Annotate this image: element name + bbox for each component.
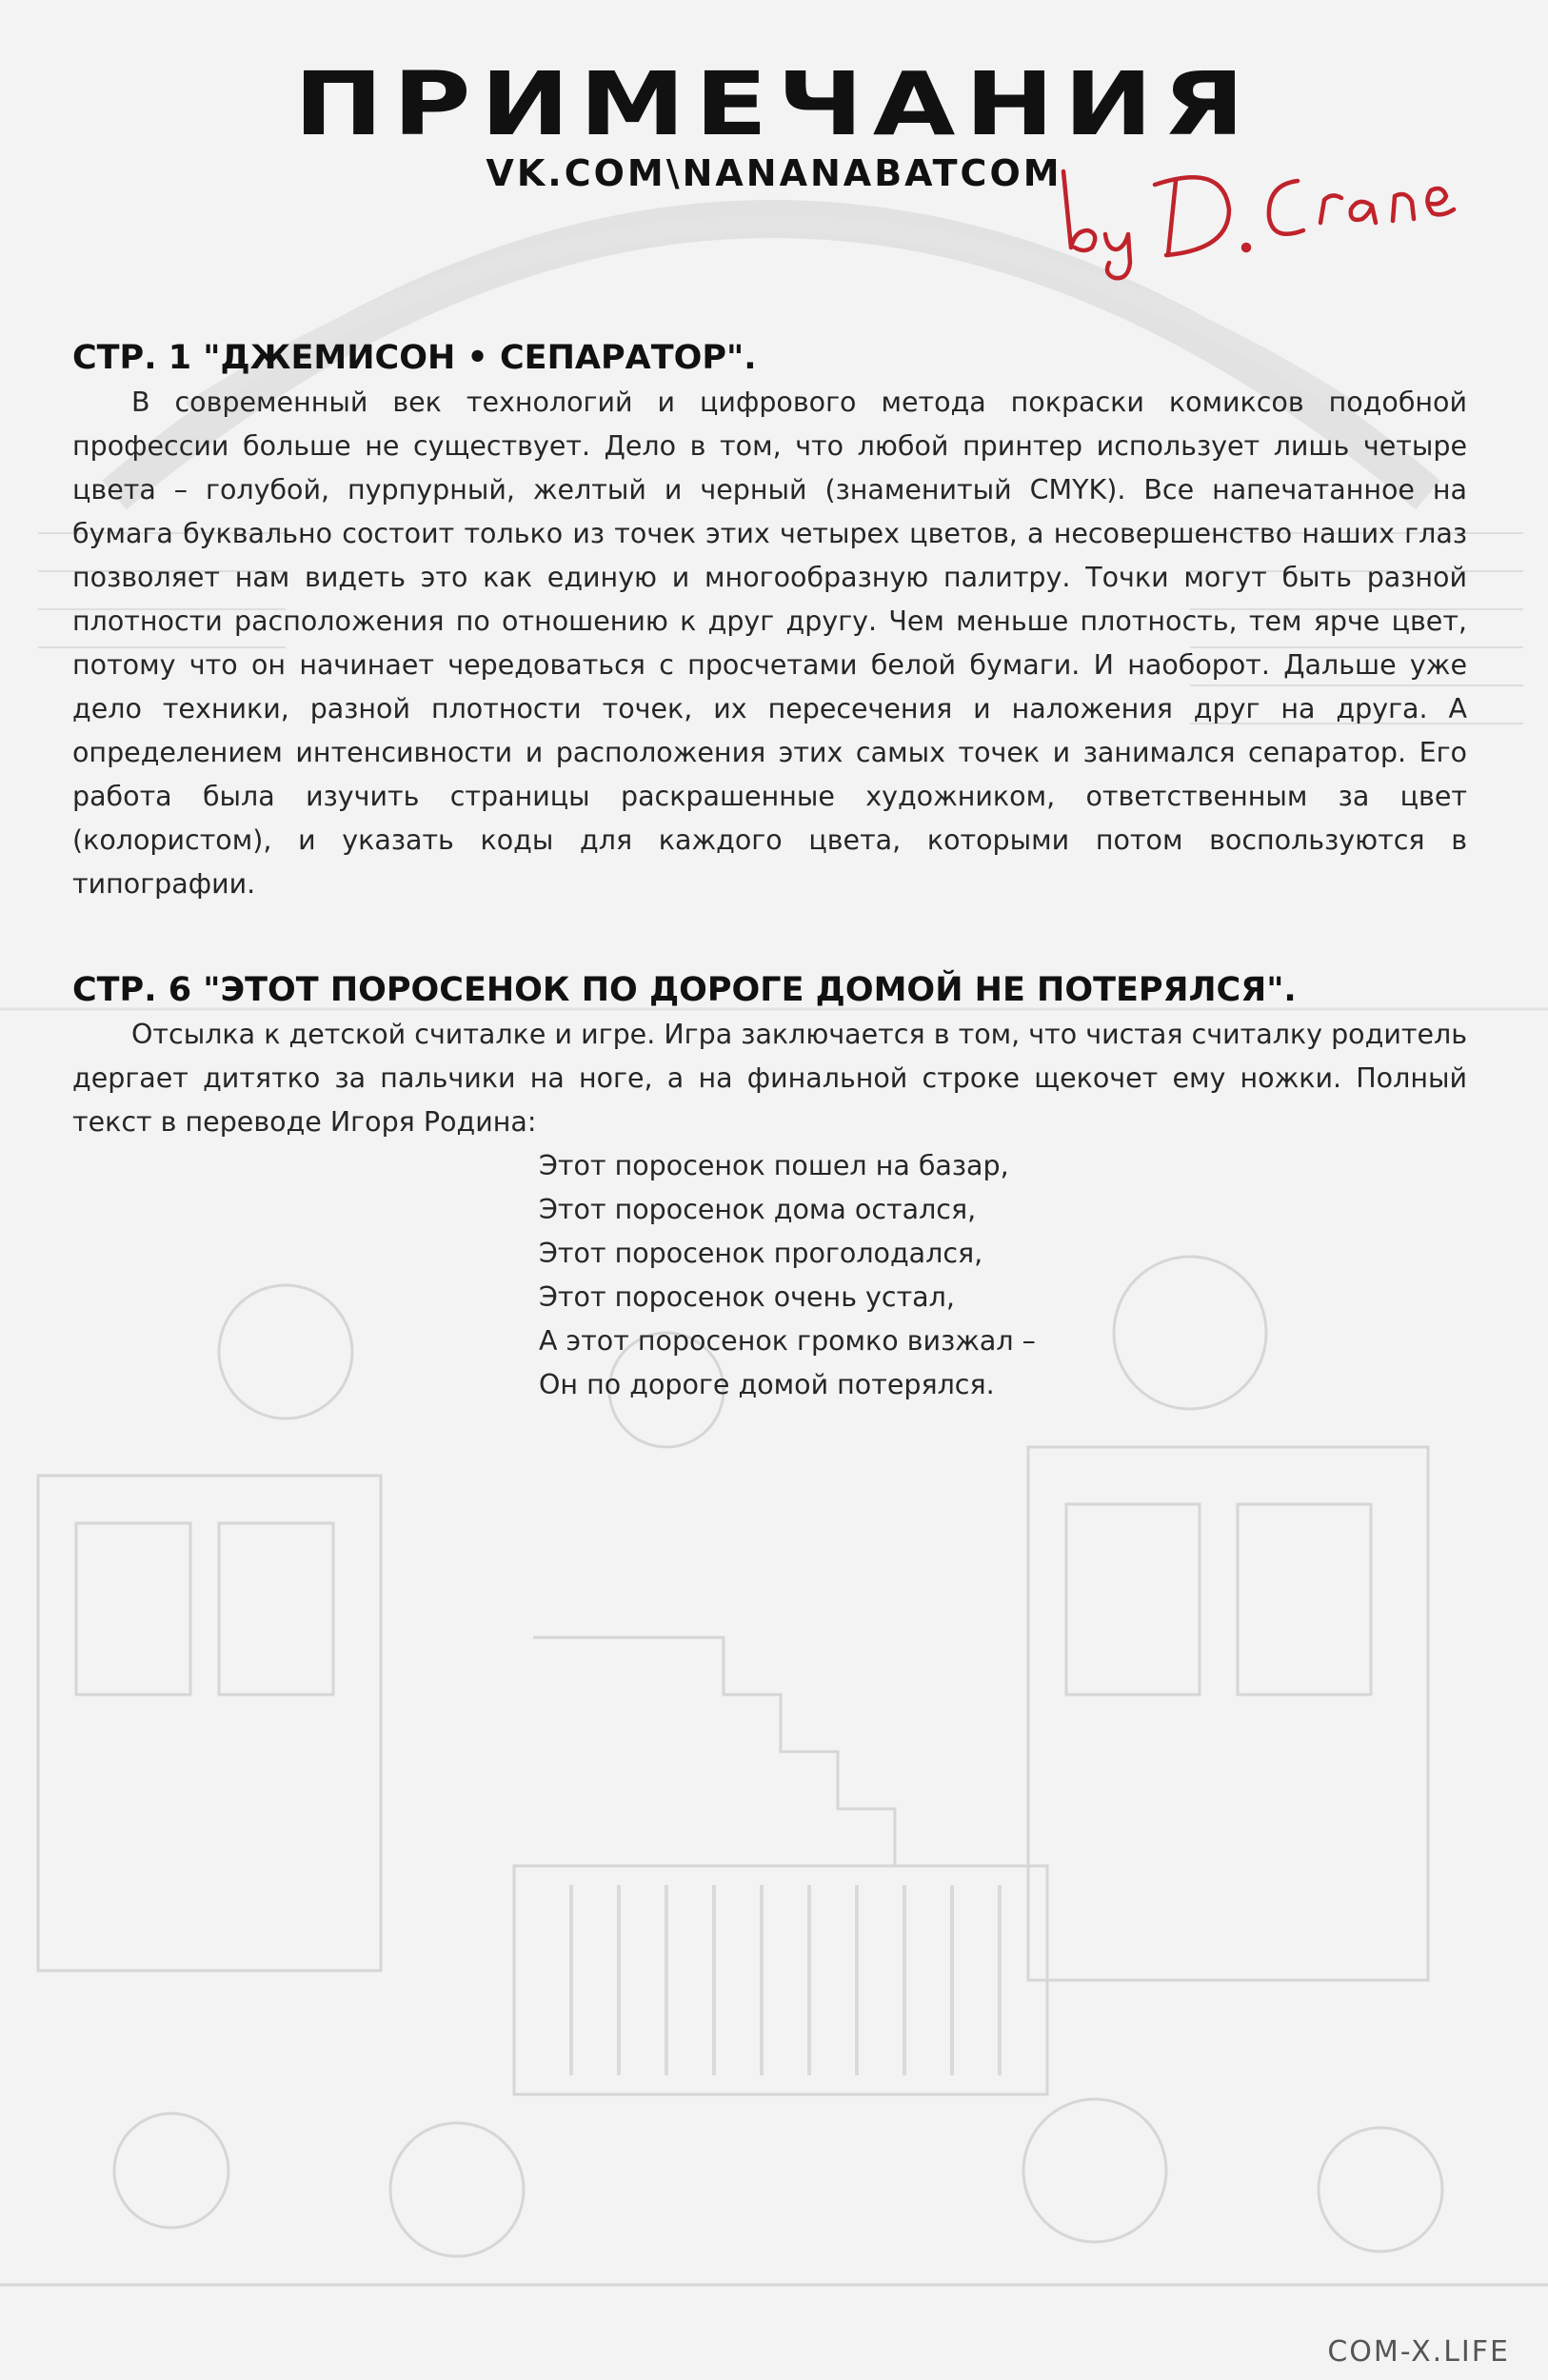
poem-line: Этот поросенок проголодался, (539, 1238, 983, 1269)
section-heading: СТР. 1 "ДЖЕМИСОН • СЕПАРАТОР". (72, 339, 757, 377)
poem (539, 1144, 1467, 1407)
poem-line: Этот поросенок очень устал, (539, 1281, 955, 1313)
watermark: COM-X.LIFE (1327, 2335, 1510, 2369)
page-subtitle: VK.COM\NANANABATCOM (486, 152, 1062, 194)
section-paragraph: В современный век технологий и цифрового метода покраски комиксов подобной профессии больше не существует. Дело в том, что любой принтер использует лишь четыре цвета – голубой, пурпурный, желтый и черный (знаменитый CMYK). Все напечатанное на бумага буквально состоит только из точек этих четырех цветов, а несовершенство наших глаз позволяет нам видеть это как единую и многообразную палитру. Точки могут быть разной плотности расположения по отношению к друг другу. Чем меньше плотность, тем ярче цвет, потому что он начинает чередоваться с просчетами белой бумаги. И наоборот. Дальше уже дело техники, разной плотности точек, их пересечения и наложения друг на друга. А определением интенсивности и расположения этих самых точек и занимался сепаратор. Его работа была изучить страницы раскрашенные художником, ответственным за цвет (колористом), и указать коды для каждого цвета, которыми потом воспользуются в типографии. (72, 387, 1467, 900)
poem-line: А этот поросенок громко визжал – (539, 1325, 1036, 1357)
notes-content (72, 335, 1467, 1407)
signature-by-d-crane (1042, 143, 1499, 286)
section-paragraph: Отсылка к детской считалке и игре. Игра заключается в том, что чистая считалку родитель дергает дитятко за пальчики на ноге, а на финальной строке щекочет ему ножки. Полный текст в переводе Игоря Родина: (72, 1019, 1467, 1138)
poem-line: Он по дороге домой потерялся. (539, 1369, 995, 1400)
page-title: ПРИМЕЧАНИЯ (293, 53, 1255, 156)
poem-line: Этот поросенок дома остался, (539, 1194, 977, 1225)
poem-line: Этот поросенок пошел на базар, (539, 1150, 1009, 1181)
section-heading: СТР. 6 "ЭТОТ ПОРОСЕНОК ПО ДОРОГЕ ДОМОЙ НЕ ПОТЕРЯЛСЯ". (72, 971, 1297, 1009)
